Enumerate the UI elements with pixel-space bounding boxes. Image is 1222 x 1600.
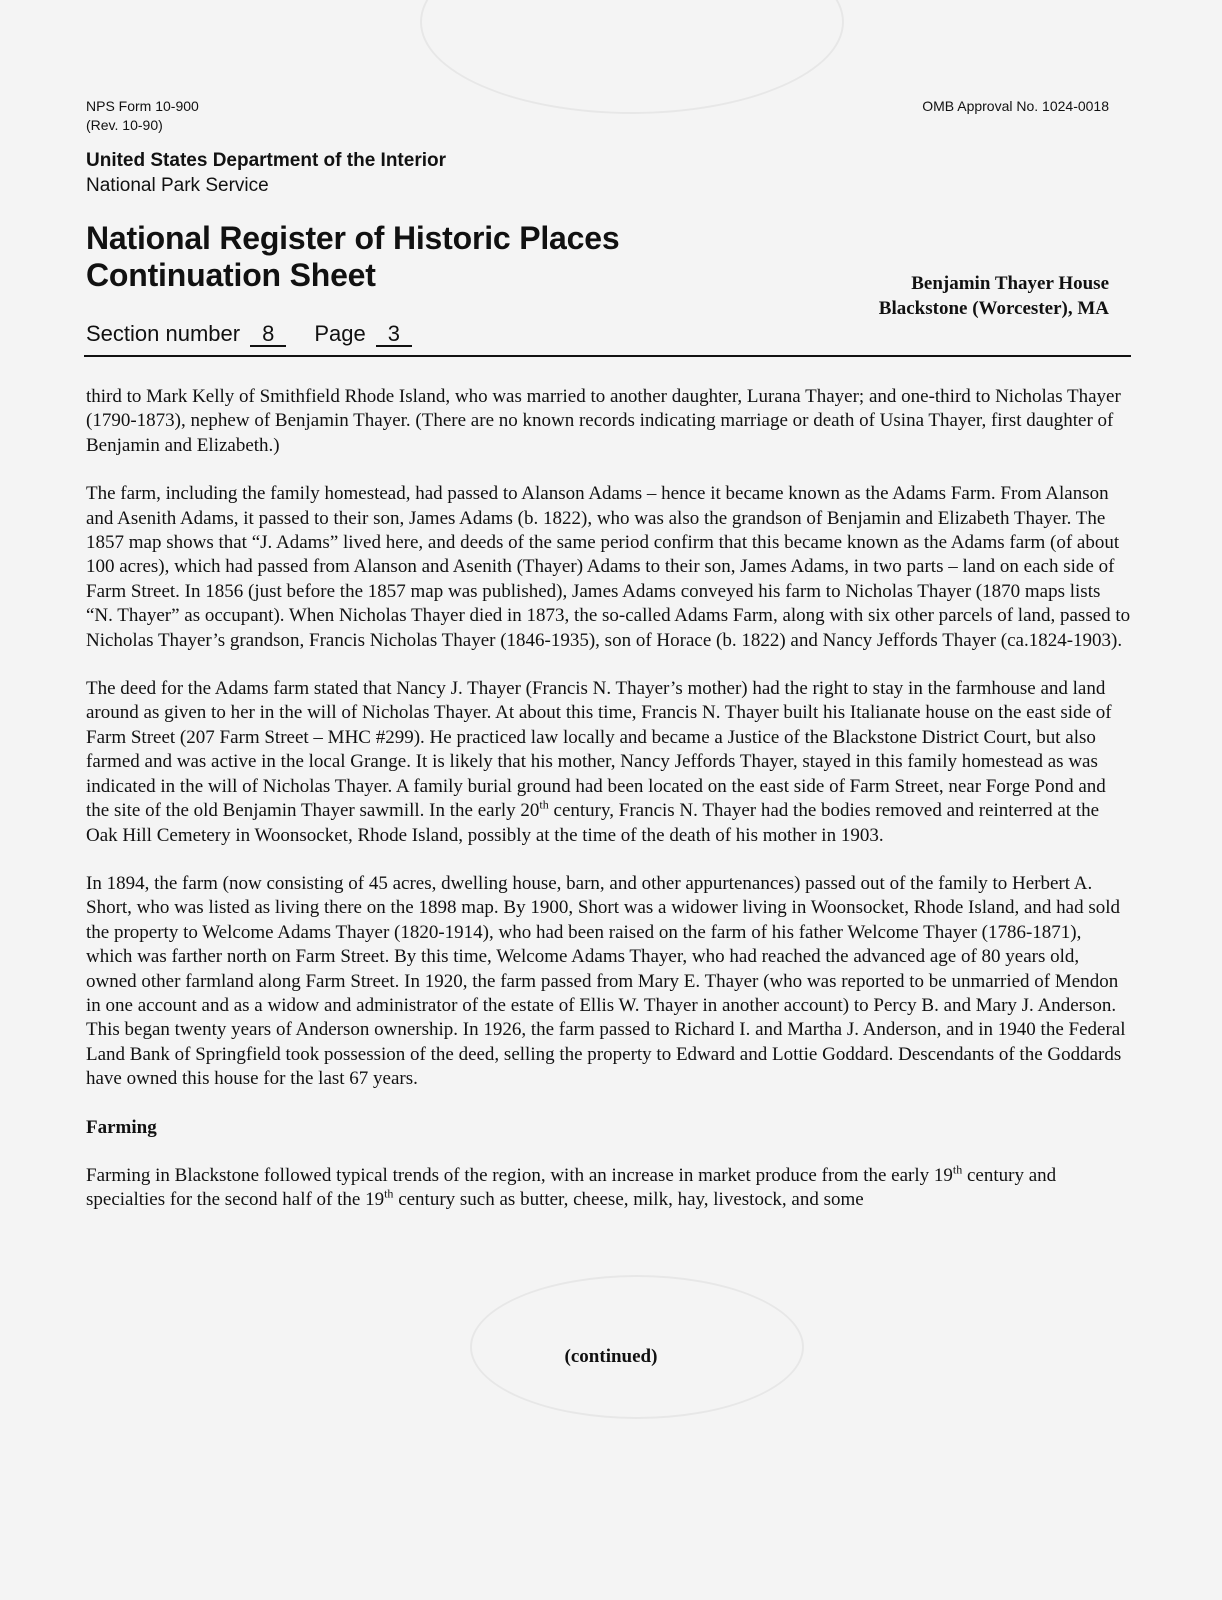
page-number: 3 <box>376 323 412 347</box>
superscript-th-1: th <box>952 1162 963 1177</box>
property-name: Benjamin Thayer House <box>911 273 1109 294</box>
paragraph-5-text-a: Farming in Blackstone followed typical trends of the region, with an increase in market produce from the early 19 <box>86 1164 953 1186</box>
paragraph-4: In 1894, the farm (now consisting of 45 acres, dwelling house, barn, and other appurtenances) passed out of the family to Herbert A. Short, who was listed as living there on the 1898 map. By 1900, Short was a widower living in Woonsocket, Rhode Island, and had sold the property to Welcome Adams Thayer (1820-1914), who had been raised on the farm of his father Welcome Thayer (1786-1871), which was farther north on Farm Street. By this time, Welcome Adams Thayer, who had reached the advanced age of 80 years old, owned other farmland along Farm Street. In 1920, the farm passed from Mary E. Thayer (who was reported to be unmarried of Mendon in one account and as a widow and administrator of the estate of Ellis W. Thayer in another account) to Percy B. and Mary J. Anderson. This began twenty years of Anderson ownership. In 1926, the farm passed to Richard I. and Martha J. Anderson, and in 1940 the Federal Land Bank of Springfield took possession of the deed, selling the property to Edward and Lottie Goddard. Descendants of the Goddards have owned this house for the last 67 years. <box>86 872 1126 1090</box>
paragraph-5 <box>86 1164 1131 1213</box>
continued-note: (continued) <box>564 1346 658 1367</box>
title-line-1: National Register of Historic Places <box>86 220 620 256</box>
omb-approval: OMB Approval No. 1024-0018 <box>922 98 1109 114</box>
header-divider <box>84 355 1131 357</box>
superscript-th-2: th <box>384 1187 394 1202</box>
paragraph-3-text-a: The deed for the Adams farm stated that Nancy J. Thayer (Francis N. Thayer’s mother) had the right to stay in the farmhouse and land around as given to her in the will of Nicholas Thayer. At about this time, Francis N. Thayer built his Italianate house on the east side of Farm Street (207 Farm Street – MHC #299). He practiced law locally and became a Justice of the Blackstone District Court, but also farmed and was active in the local Grange. It is likely that his mother, Nancy Jeffords Thayer, stayed in this family homestead as was indicated in the will of Nicholas Thayer. A family burial ground had been located on the east side of Farm Street, near Forge Pond and the site of the old Benjamin Thayer sawmill. In the early 20 <box>86 678 1112 822</box>
paragraph-3-text-b: century, Francis N. Thayer had the bodies removed and reinterred at the Oak Hill Cemetery in Woonsocket, Rhode Island, possibly at the time of the death of his mother in 1903. <box>86 800 1100 846</box>
paragraph-2: The farm, including the family homestead, had passed to Alanson Adams – hence it became known as the Adams Farm. From Alanson and Asenith Adams, it passed to their son, James Adams (b. 1822), who was also the grandson of Benjamin and Elizabeth Thayer. The 1857 map shows that “J. Adams” lived here, and deeds of the same period confirm that this became known as the Adams farm (of about 100 acres), which had passed from Alanson and Asenith (Thayer) Adams to their son, James Adams, in two parts – land on each side of Farm Street. In 1856 (just before the 1857 map was published), James Adams conveyed his farm to Nicholas Thayer (1870 maps lists “N. Thayer” as occupant). When Nicholas Thayer died in 1873, the so-called Adams Farm, along with six other parcels of land, passed to Nicholas Thayer’s grandson, Francis Nicholas Thayer (1846-1935), son of Horace (b. 1822) and Nancy Jeffords Thayer (ca.1824-1903). <box>86 483 1131 651</box>
body-text <box>86 385 1131 1237</box>
page-label: Page <box>314 321 366 346</box>
section-label: Section number <box>86 321 241 346</box>
section-number: 8 <box>250 323 286 347</box>
section-page-line <box>86 320 416 348</box>
section-heading-farming: Farming <box>86 1116 157 1138</box>
title-line-2: Continuation Sheet <box>86 257 376 293</box>
form-number: NPS Form 10-900 <box>86 98 199 114</box>
property-block <box>879 271 1109 321</box>
embossed-seal-mark <box>420 0 844 114</box>
paragraph-5-text-b: century and specialties for the second half of the 19 <box>86 1164 1057 1211</box>
form-identifier <box>86 97 199 135</box>
department-name: United States Department of the Interior <box>86 150 446 171</box>
service-name: National Park Service <box>86 175 269 196</box>
paragraph-1: third to Mark Kelly of Smithfield Rhode Island, who was married to another daughter, Lurana Thayer; and one-third to Nicholas Thayer (1790-1873), nephew of Benjamin Thayer. (There are no known records indicating marriage or death of Usina Thayer, first daughter of Benjamin and Elizabeth.) <box>86 386 1121 456</box>
paragraph-5-text-c: century such as butter, cheese, milk, hay, livestock, and some <box>393 1189 864 1211</box>
paragraph-3 <box>86 677 1131 848</box>
page-title <box>86 220 619 294</box>
superscript-th: th <box>539 797 549 812</box>
property-location: Blackstone (Worcester), MA <box>878 298 1109 319</box>
form-revision: (Rev. 10-90) <box>86 117 163 133</box>
agency-block <box>86 148 446 198</box>
